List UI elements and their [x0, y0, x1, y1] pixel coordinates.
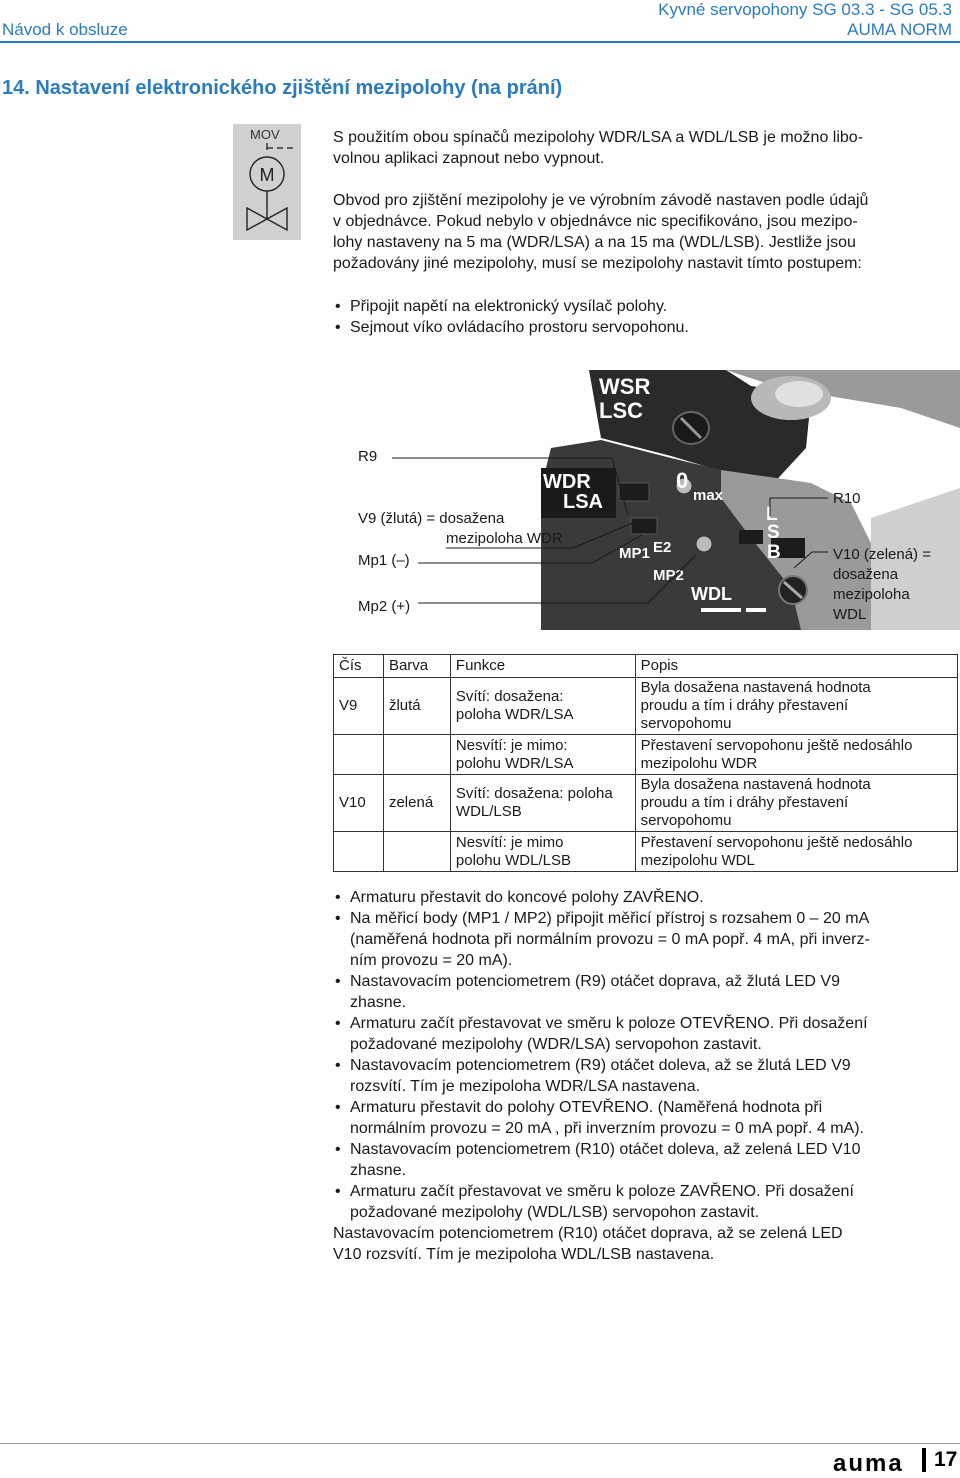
- step-text: požadované mezipolohy (WDL/LSB) servopohon zastavit.: [350, 1204, 760, 1221]
- cell-line: Přestavení servopohonu ještě nedosáhlo: [640, 736, 913, 754]
- step-text: Armaturu přestavit do koncové polohy ZAVŘENO.: [350, 889, 704, 906]
- cell-line: Přestavení servopohonu ještě nedosáhlo: [640, 833, 913, 851]
- callout-mp1: Mp1 (–): [358, 552, 410, 569]
- bullet-icon: •: [335, 319, 341, 336]
- led-description: [635, 832, 957, 872]
- step-text: zhasne.: [350, 1162, 407, 1179]
- header-cell-number: Čís: [334, 655, 384, 678]
- cell-line: Byla dosažena nastavená hodnota: [640, 679, 871, 696]
- note-line: Nastavovacím potenciometrem (R10) otáčet doprava, až se zelená LED: [333, 1225, 843, 1242]
- bullet-icon: •: [335, 1099, 341, 1116]
- photo-label-wdl: WDL: [691, 584, 732, 604]
- header-rule: [0, 41, 960, 43]
- intro-paragraph-1: [333, 127, 953, 169]
- motor-letter: M: [259, 165, 275, 185]
- text-line: Obvod pro zjištění mezipolohy je ve výrobním závodě nastaven podle údajů: [333, 192, 869, 209]
- table-row: [334, 735, 958, 775]
- step-text: požadované mezipolohy (WDR/LSA) servopohon zastavit.: [350, 1036, 762, 1053]
- intro-paragraph-2: [333, 190, 953, 274]
- photo-label-max: max: [693, 487, 724, 504]
- photo-label-lsc: LSC: [599, 398, 643, 423]
- photo-label-mp2: MP2: [653, 567, 684, 584]
- cell-line: proudu a tím i dráhy přestavení: [640, 794, 849, 811]
- table-row: [334, 775, 958, 832]
- text-line: S použitím obou spínačů mezipolohy WDR/LSA a WDL/LSB je možno libo-: [333, 129, 864, 146]
- list-item: [333, 317, 958, 338]
- bullet-icon: •: [335, 298, 341, 315]
- header-cell-description: Popis: [635, 655, 957, 678]
- text-line: v objednávce. Pokud nebylo v objednávce nic specifikováno, jsou mezipo-: [333, 213, 858, 230]
- photo-label-b: B: [767, 542, 781, 563]
- photo-label-e2: E2: [653, 539, 672, 556]
- auma-logo: auma: [833, 1450, 904, 1477]
- photo-label-lsa: LSA: [563, 491, 603, 513]
- steps-top-list: [333, 296, 958, 338]
- led-description: [635, 678, 957, 735]
- step-text: Armaturu přestavit do polohy OTEVŘENO. (Naměřená hodnota při: [350, 1099, 823, 1116]
- led-function: [450, 678, 635, 735]
- step-text: Armaturu začít přestavovat ve směru k poloze OTEVŘENO. Při dosažení: [350, 1015, 868, 1032]
- bullet-icon: •: [335, 1183, 341, 1200]
- table-row: [334, 832, 958, 872]
- header-document-title: Návod k obsluze: [2, 20, 128, 39]
- cell-line: mezipolohu WDL: [640, 851, 755, 869]
- led-function: [450, 832, 635, 872]
- bullet-icon: •: [335, 889, 341, 906]
- list-item: [333, 1013, 958, 1055]
- note-line: V10 rozsvítí. Tím je mezipoloha WDL/LSB nastavena.: [333, 1246, 715, 1263]
- cell-line: Svítí: dosažena:: [455, 688, 564, 705]
- header-cell-color: Barva: [383, 655, 450, 678]
- step-text: ním provozu = 20 mA).: [350, 952, 513, 969]
- callout-mp2: Mp2 (+): [358, 598, 411, 615]
- header-brand-line: AUMA NORM: [847, 20, 952, 39]
- cell-line: mezipolohu WDR: [640, 754, 758, 772]
- cell-line: polohu WDR/LSA: [455, 754, 574, 772]
- led-status-table: [333, 654, 958, 872]
- photo-label-wsr: WSR: [599, 374, 651, 399]
- mov-valve-icon: [233, 124, 301, 240]
- step-text: Sejmout víko ovládacího prostoru servopohonu.: [350, 319, 689, 336]
- cell-line: Nesvítí: je mimo: [455, 833, 564, 851]
- step-text: Na měřicí body (MP1 / MP2) připojit měřicí přístroj s rozsahem 0 – 20 mA: [350, 910, 870, 927]
- callout-v10-line3: mezipoloha: [833, 586, 910, 603]
- bullet-icon: •: [335, 910, 341, 927]
- text-line: požadovány jiné mezipolohy, musí se mezipolohy nastavit tímto postupem:: [333, 255, 862, 272]
- cell-line: servopohomu: [640, 812, 732, 829]
- list-item: [333, 908, 958, 971]
- photo-label-zero: 0: [676, 468, 689, 493]
- photo-label-wdr: WDR: [543, 471, 591, 493]
- logo-separator: [922, 1448, 926, 1472]
- cell-line: polohu WDL/LSB: [455, 851, 571, 869]
- led-color: žlutá: [383, 678, 450, 735]
- footer-rule: [0, 1443, 960, 1444]
- step-text: Nastavovacím potenciometrem (R9) otáčet doprava, až žlutá LED V9: [350, 973, 840, 990]
- header-product-line: Kyvné servopohony SG 03.3 - SG 05.3: [658, 0, 952, 19]
- callout-v9-line1: V9 (žlutá) = dosažena: [358, 510, 505, 527]
- led-number: V9: [334, 678, 384, 735]
- step-text: zhasne.: [350, 994, 407, 1011]
- callout-r9: R9: [358, 448, 378, 465]
- led-description: [635, 775, 957, 832]
- list-item: [333, 971, 958, 1013]
- cell-line: proudu a tím i dráhy přestavení: [640, 697, 849, 714]
- cell-line: Byla dosažena nastavená hodnota: [640, 776, 871, 793]
- step-text: normálním provozu = 20 mA , při inverzním provozu = 0 mA popř. 4 mA).: [350, 1120, 864, 1137]
- bullet-icon: •: [335, 1141, 341, 1158]
- cell-line: WDL/LSB: [455, 803, 522, 820]
- list-item: [333, 1097, 958, 1139]
- bullet-icon: •: [335, 1057, 341, 1074]
- callout-v9-line2: mezipoloha WDR: [446, 530, 563, 547]
- list-item: [333, 296, 958, 317]
- step-text: Připojit napětí na elektronický vysílač polohy.: [350, 298, 668, 315]
- mov-symbol-label: MOV: [250, 127, 280, 142]
- callout-v10-line1: V10 (zelená) =: [833, 546, 931, 563]
- list-item: [333, 1181, 958, 1223]
- led-function: [450, 735, 635, 775]
- cell-line: poloha WDR/LSA: [455, 706, 574, 723]
- led-number: V10: [334, 775, 384, 832]
- list-item: [333, 1055, 958, 1097]
- photo-label-mp1: MP1: [619, 545, 650, 562]
- table-row: [334, 678, 958, 735]
- text-line: volnou aplikaci zapnout nebo vypnout.: [333, 150, 605, 167]
- cell-line: Nesvítí: je mimo:: [455, 736, 568, 754]
- list-item: [333, 887, 958, 908]
- bullet-icon: •: [335, 1015, 341, 1032]
- step-text: rozsvítí. Tím je mezipoloha WDR/LSA nastavena.: [350, 1078, 701, 1095]
- photo-label-s: S: [767, 522, 780, 543]
- callout-v10-line2: dosažena: [833, 566, 899, 583]
- final-note: [333, 1223, 958, 1265]
- led-description: [635, 735, 957, 775]
- steps-list: [333, 887, 958, 1265]
- text-line: lohy nastaveny na 5 ma (WDR/LSA) a na 15 ma (WDL/LSB). Jestliže jsou: [333, 234, 856, 251]
- step-text: Nastavovacím potenciometrem (R10) otáčet doleva, až zelená LED V10: [350, 1141, 861, 1158]
- led-function: [450, 775, 635, 832]
- bullet-icon: •: [335, 973, 341, 990]
- step-text: Nastavovacím potenciometrem (R9) otáčet doleva, až se žlutá LED V9: [350, 1057, 851, 1074]
- step-text: Armaturu začít přestavovat ve směru k poloze ZAVŘENO. Při dosažení: [350, 1183, 854, 1200]
- table-header-row: [334, 655, 958, 678]
- led-color: zelená: [383, 775, 450, 832]
- section-title: 14. Nastavení elektronického zjištění mezipolohy (na prání): [2, 77, 563, 99]
- callout-v10-line4: WDL: [833, 606, 867, 623]
- step-text: (naměřená hodnota při normálním provozu = 0 mA popř. 4 mA, při inverz-: [350, 931, 870, 948]
- callout-r10: R10: [833, 490, 861, 507]
- header-cell-function: Funkce: [450, 655, 635, 678]
- page-number: 17: [934, 1448, 958, 1471]
- list-item: [333, 1139, 958, 1181]
- photo-label-l: L: [766, 504, 778, 525]
- cell-line: servopohomu: [640, 715, 732, 732]
- cell-line: Svítí: dosažena: poloha: [455, 785, 613, 802]
